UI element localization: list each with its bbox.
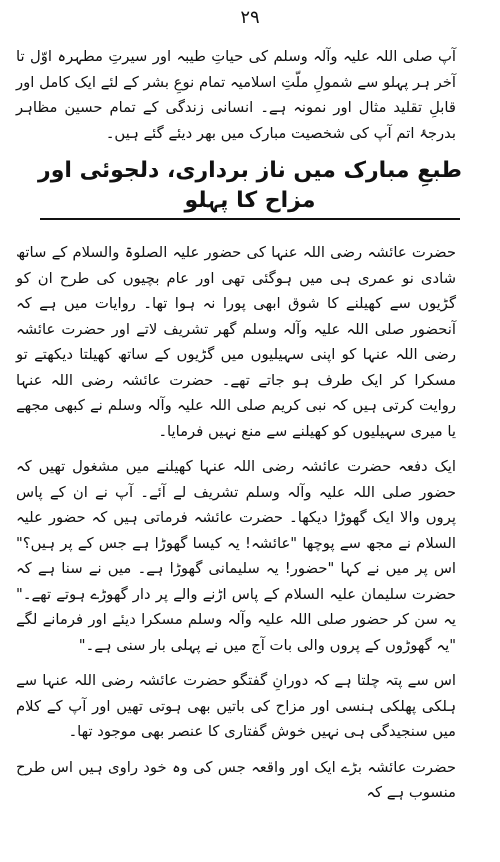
paragraph-1: حضرت عائشہ رضی اللہ عنہا کی حضور علیہ الصلوۃ والسلام کے ساتھ شادی نو عمری ہی میں ہوگئی تھی اور عام بچیوں کی طرح ان کو گڑیوں سے کھیلنے کا شوق ابھی پورا نہ ہوا تھا۔ روایات میں ہے کہ آنحضور صلی اللہ علیہ وآلہ وسلم گھر تشریف لاتے اور حضرت عائشہ رضی اللہ عنہا کو اپنی سہیلیوں میں گڑیوں کے ساتھ کھیلتا دیکھتے تو مسکرا کر ایک طرف ہو جاتے تھے۔ حضرت عائشہ رضی اللہ عنہا روایت کرتی ہیں کہ نبی کریم صلی اللہ علیہ وآلہ وسلم نے کبھی مجھے یا میری سہیلیوں کو کھیلنے سے منع نہیں فرمایا۔ [16,244,456,440]
intro-paragraph: آپ صلی اللہ علیہ وآلہ وسلم کی حیاتِ طیبہ اور سیرتِ مطہرہ اوّل تا آخر ہر پہلو سے شمولِ ملّتِ اسلامیہ تمام نوعِ بشر کے لئے ایک کامل اور قابلِ تقلید مثال اور نمونہ ہے۔ انسانی زندگی کے تمام حسین مظاہر بدرجۂ اتم آپ کی شخصیت مبارک میں بھر دیئے گئے ہیں۔ [16,48,456,142]
paragraph-2: ایک دفعہ حضرت عائشہ رضی اللہ عنہا کھیلنے میں مشغول تھیں کہ حضور صلی اللہ علیہ وآلہ وسلم تشریف لے آئے۔ آپ نے ان کے پاس پروں والا ایک گھوڑا دیکھا۔ حضرت عائشہ فرماتی ہیں کہ حضور علیہ السلام نے مجھ سے پوچھا "عائشہ! یہ کیسا گھوڑا ہے جس کے پر ہیں؟" اس پر میں نے کہا "حضور! یہ سلیمانی گھوڑا ہے۔ میں نے سنا ہے کہ حضرت سلیمان علیہ السلام کے پاس اڑنے والے پر دار گھوڑے ہوتے تھے۔" یہ سن کر حضور صلی اللہ علیہ وآلہ وسلم مسکرا دیئے اور فرمانے لگے "یہ گھوڑوں کے پروں والی بات آج میں نے پہلی بار سنی ہے۔" [16,458,456,654]
paragraph-3: اس سے پتہ چلتا ہے کہ دورانِ گفتگو حضرت عائشہ رضی اللہ عنہا سے ہلکی پھلکی ہنسی اور مزاح کی باتیں بھی ہوتی تھیں اور آپ کے کلام میں سنجیدگی ہی نہیں خوش گفتاری کا عنصر بھی موجود تھا۔ [16,672,456,740]
section-heading: طبعِ مبارک میں ناز برداری، دلجوئی اور مزاح کا پہلو [38,158,462,213]
page-number: ۲۹ [240,7,260,28]
paragraph-4: حضرت عائشہ بڑے ایک اور واقعہ جس کی وہ خود راوی ہیں اس طرح منسوب ہے کہ [16,758,456,801]
heading-underline [40,218,460,220]
